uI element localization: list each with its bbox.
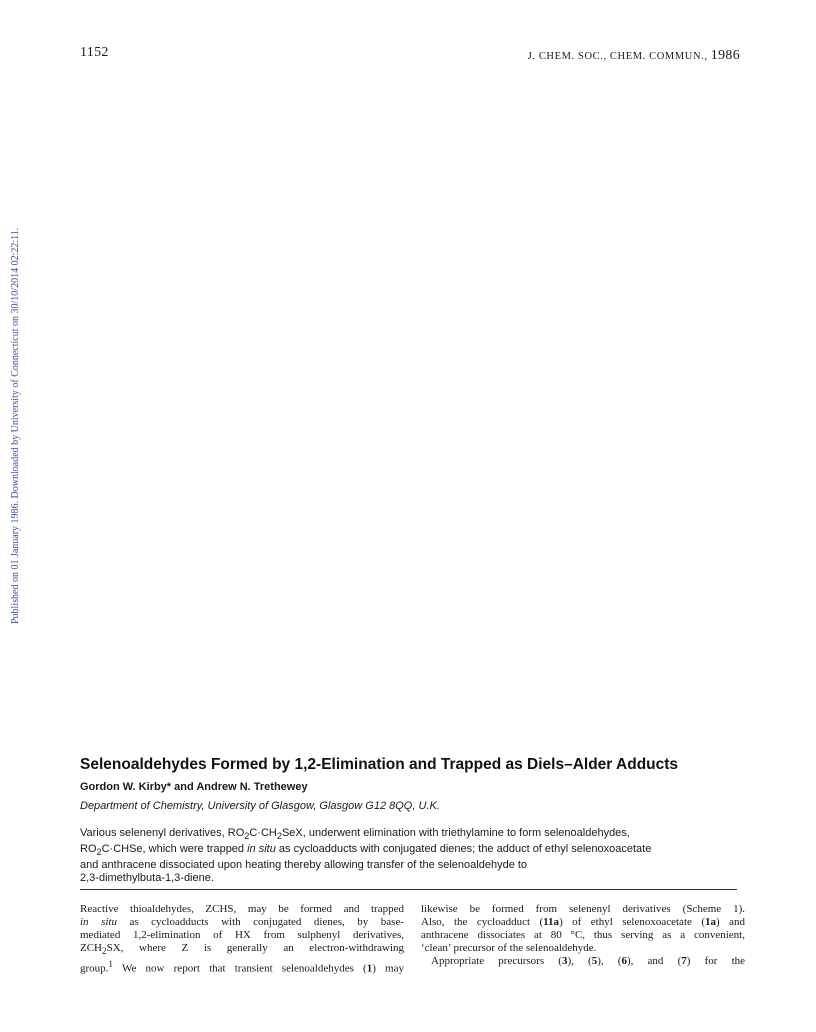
article-abstract bbox=[80, 827, 745, 885]
abstract-line: Various selenenyl derivatives, $RO_2C\cdot CH_2SeX$, underwent elimination with triethylamine to form selenoaldehydes, bbox=[80, 827, 630, 842]
body-line: group.$^1$ We now report that transient selenoaldehydes (1) may bbox=[80, 959, 404, 975]
body-line: mediated 1,2-elimination of HX from sulphenyl derivatives, bbox=[80, 929, 404, 941]
section-divider bbox=[80, 889, 737, 890]
body-column-right bbox=[421, 903, 745, 968]
article-affiliation: Department of Chemistry, University of Glasgow, Glasgow G12 8QQ, U.K. bbox=[80, 800, 440, 812]
running-head-journal: J. CHEM. SOC., CHEM. COMMUN., bbox=[527, 51, 711, 62]
abstract-line: 2,3-dimethylbuta-1,3-diene. bbox=[80, 872, 214, 885]
article-authors: Gordon W. Kirby* and Andrew N. Trethewey bbox=[80, 781, 308, 793]
running-head-year: 1986 bbox=[710, 48, 740, 63]
body-column-left bbox=[80, 903, 404, 976]
running-head bbox=[528, 48, 740, 64]
body-line: ‘clean’ precursor of the selenoaldehyde. bbox=[421, 942, 597, 954]
body-line: likewise be formed from selenenyl derivatives (Scheme 1). bbox=[421, 903, 745, 915]
abstract-line: and anthracene dissociated upon heating thereby allowing transfer of the selenoaldehyde to bbox=[80, 859, 528, 872]
abstract-line: $RO_2C\cdot CHSe$, which were trapped in situ as cycloadducts with conjugated dienes; the adduct of ethyl selenoxoacetate bbox=[80, 843, 652, 858]
body-line: Also, the cycloadduct (11a) of ethyl selenoxoacetate (1a) and bbox=[421, 916, 746, 928]
page-number: 1152 bbox=[80, 45, 109, 60]
body-line: $ZCH_2SX$, where Z is generally an electron-withdrawing bbox=[80, 942, 404, 957]
body-line: Reactive thioaldehydes, ZCHS, may be formed and trapped bbox=[80, 903, 404, 915]
reference-marker: 1 bbox=[108, 959, 113, 970]
body-line: in situ as cycloadducts with conjugated dienes, by base- bbox=[80, 916, 404, 928]
download-watermark: Published on 01 January 1986. Downloaded by University of Connecticut on 30/10/2014 02:22:11. bbox=[10, 227, 21, 624]
article-title: Selenoaldehydes Formed by 1,2-Elimination and Trapped as Diels–Alder Adducts bbox=[80, 756, 679, 773]
body-line: anthracene dissociates at 80 °C, thus serving as a convenient, bbox=[421, 929, 745, 941]
body-line: Appropriate precursors (3), (5), (6), and (7) for the bbox=[431, 955, 746, 967]
